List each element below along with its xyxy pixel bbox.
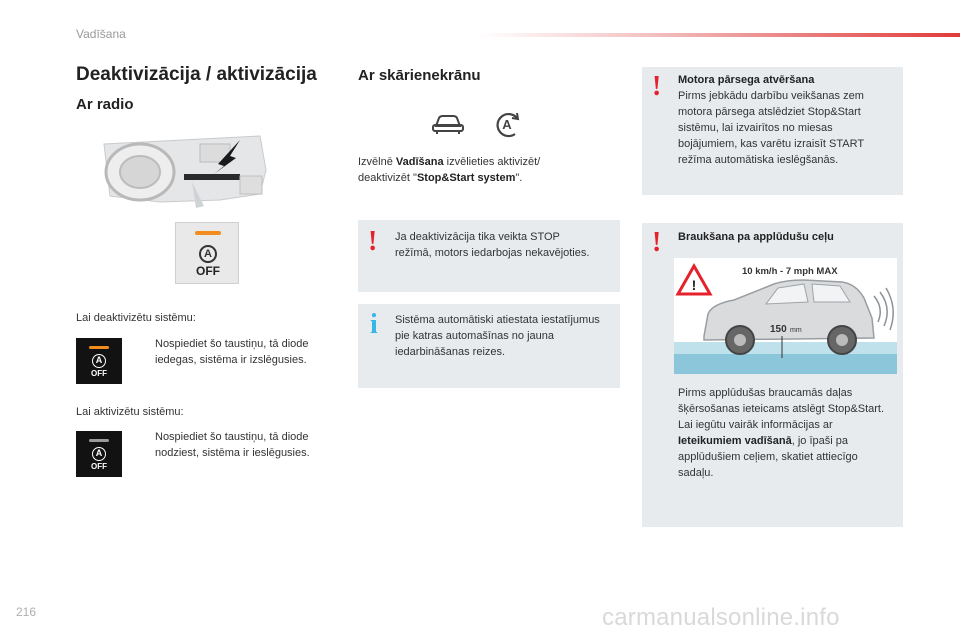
- instruction-text-part: Izvēlnē: [358, 156, 396, 168]
- section-subtitle-radio: Ar radio: [76, 96, 134, 113]
- off-label: OFF: [91, 369, 107, 378]
- flooded-text-part: Pirms applūdušas braucamās daļas šķērsošanas ieteicams atslēgt Stop&Start. Lai iegūtu vairāk informācijas ar: [678, 387, 885, 431]
- flood-depth-label: 150: [770, 324, 787, 335]
- stop-start-a-icon: [492, 109, 522, 139]
- auto-a-icon: [199, 245, 217, 263]
- deactivate-text: Nospiediet šo taustiņu, tā diode iedegas, sistēma ir izslēgusies.: [155, 338, 309, 366]
- header-accent-bar: [480, 33, 960, 37]
- bonnet-warning-text: Pirms jebkādu darbību veikšanas zem motora pārsega atslēdziet Stop&Start sistēmu, lai izvairītos no miesas bojājumiem, kas varētu izraisīt START režīma automātiska ieslēgšanās.: [678, 90, 864, 166]
- auto-a-letter: A: [95, 448, 103, 458]
- menu-name-bold: Vadīšana: [395, 156, 444, 168]
- off-label: OFF: [91, 462, 107, 471]
- watermark: carmanualsonline.info: [602, 604, 840, 631]
- svg-text:A: A: [502, 117, 512, 132]
- auto-a-icon: [92, 354, 106, 368]
- warning-panel-bonnet: [642, 67, 903, 195]
- led-off-indicator: [89, 439, 109, 442]
- option-name-bold: Stop&Start system: [416, 172, 516, 184]
- dashboard-illustration: [100, 130, 268, 212]
- svg-text:!: !: [691, 277, 697, 293]
- flooded-text-part: , jo īpaši pa applūdušiem ceļiem, skatiet attiecīgo sadaļu.: [678, 435, 858, 479]
- page-title: Deaktivizācija / aktivizācija: [76, 64, 317, 85]
- stop-start-button-closeup: [175, 222, 239, 284]
- led-indicator: [195, 231, 221, 235]
- info-text: Sistēma automātiski atiestata iestatījumus pie katras automašīnas no jauna iedarbināšanas reizes.: [395, 314, 600, 358]
- auto-a-icon: [92, 447, 106, 461]
- warning-icon: !: [652, 227, 662, 258]
- info-icon: i: [370, 309, 378, 340]
- info-panel-reset: [358, 304, 620, 388]
- touchscreen-instruction: [358, 154, 578, 186]
- page-number: 216: [16, 605, 37, 619]
- bonnet-warning-title: Motora pārsega atvēršana: [678, 74, 815, 86]
- warning-text: Ja deaktivizācija tika veikta STOP režīmā, motors iedarbojas nekavējoties.: [395, 231, 590, 259]
- instruction-text-part: izvēlieties aktivizēt/ deaktivizēt ": [358, 156, 541, 184]
- flood-depth-unit: mm: [790, 327, 802, 334]
- led-on-indicator: [89, 346, 109, 349]
- flooded-road-illustration: [674, 258, 897, 374]
- car-icon: [430, 112, 466, 136]
- activate-text: Nospiediet šo taustiņu, tā diode nodziest, sistēma ir ieslēgusies.: [155, 431, 310, 459]
- off-label: OFF: [196, 264, 220, 278]
- flood-speed-label: 10 km/h - 7 mph MAX: [742, 266, 838, 277]
- warning-panel-stop-mode: [358, 220, 620, 292]
- flooded-road-text: [678, 385, 890, 481]
- flooded-road-title: Braukšana pa applūdušu ceļu: [678, 231, 834, 243]
- deactivate-intro: Lai deaktivizētu sistēmu:: [76, 312, 196, 324]
- section-subtitle-touchscreen: Ar skārienekrānu: [358, 67, 481, 84]
- driving-advice-bold: Ieteikumiem vadīšanā: [678, 435, 792, 447]
- stop-start-button-led-off: [76, 431, 122, 477]
- auto-a-letter: A: [204, 248, 212, 260]
- stop-start-button-led-on: [76, 338, 122, 384]
- warning-icon: !: [652, 71, 662, 102]
- section-label: Vadīšana: [76, 27, 126, 41]
- activate-intro: Lai aktivizētu sistēmu:: [76, 406, 184, 418]
- auto-a-letter: A: [95, 355, 103, 365]
- instruction-text-part: ".: [515, 172, 523, 184]
- warning-icon: !: [368, 226, 378, 257]
